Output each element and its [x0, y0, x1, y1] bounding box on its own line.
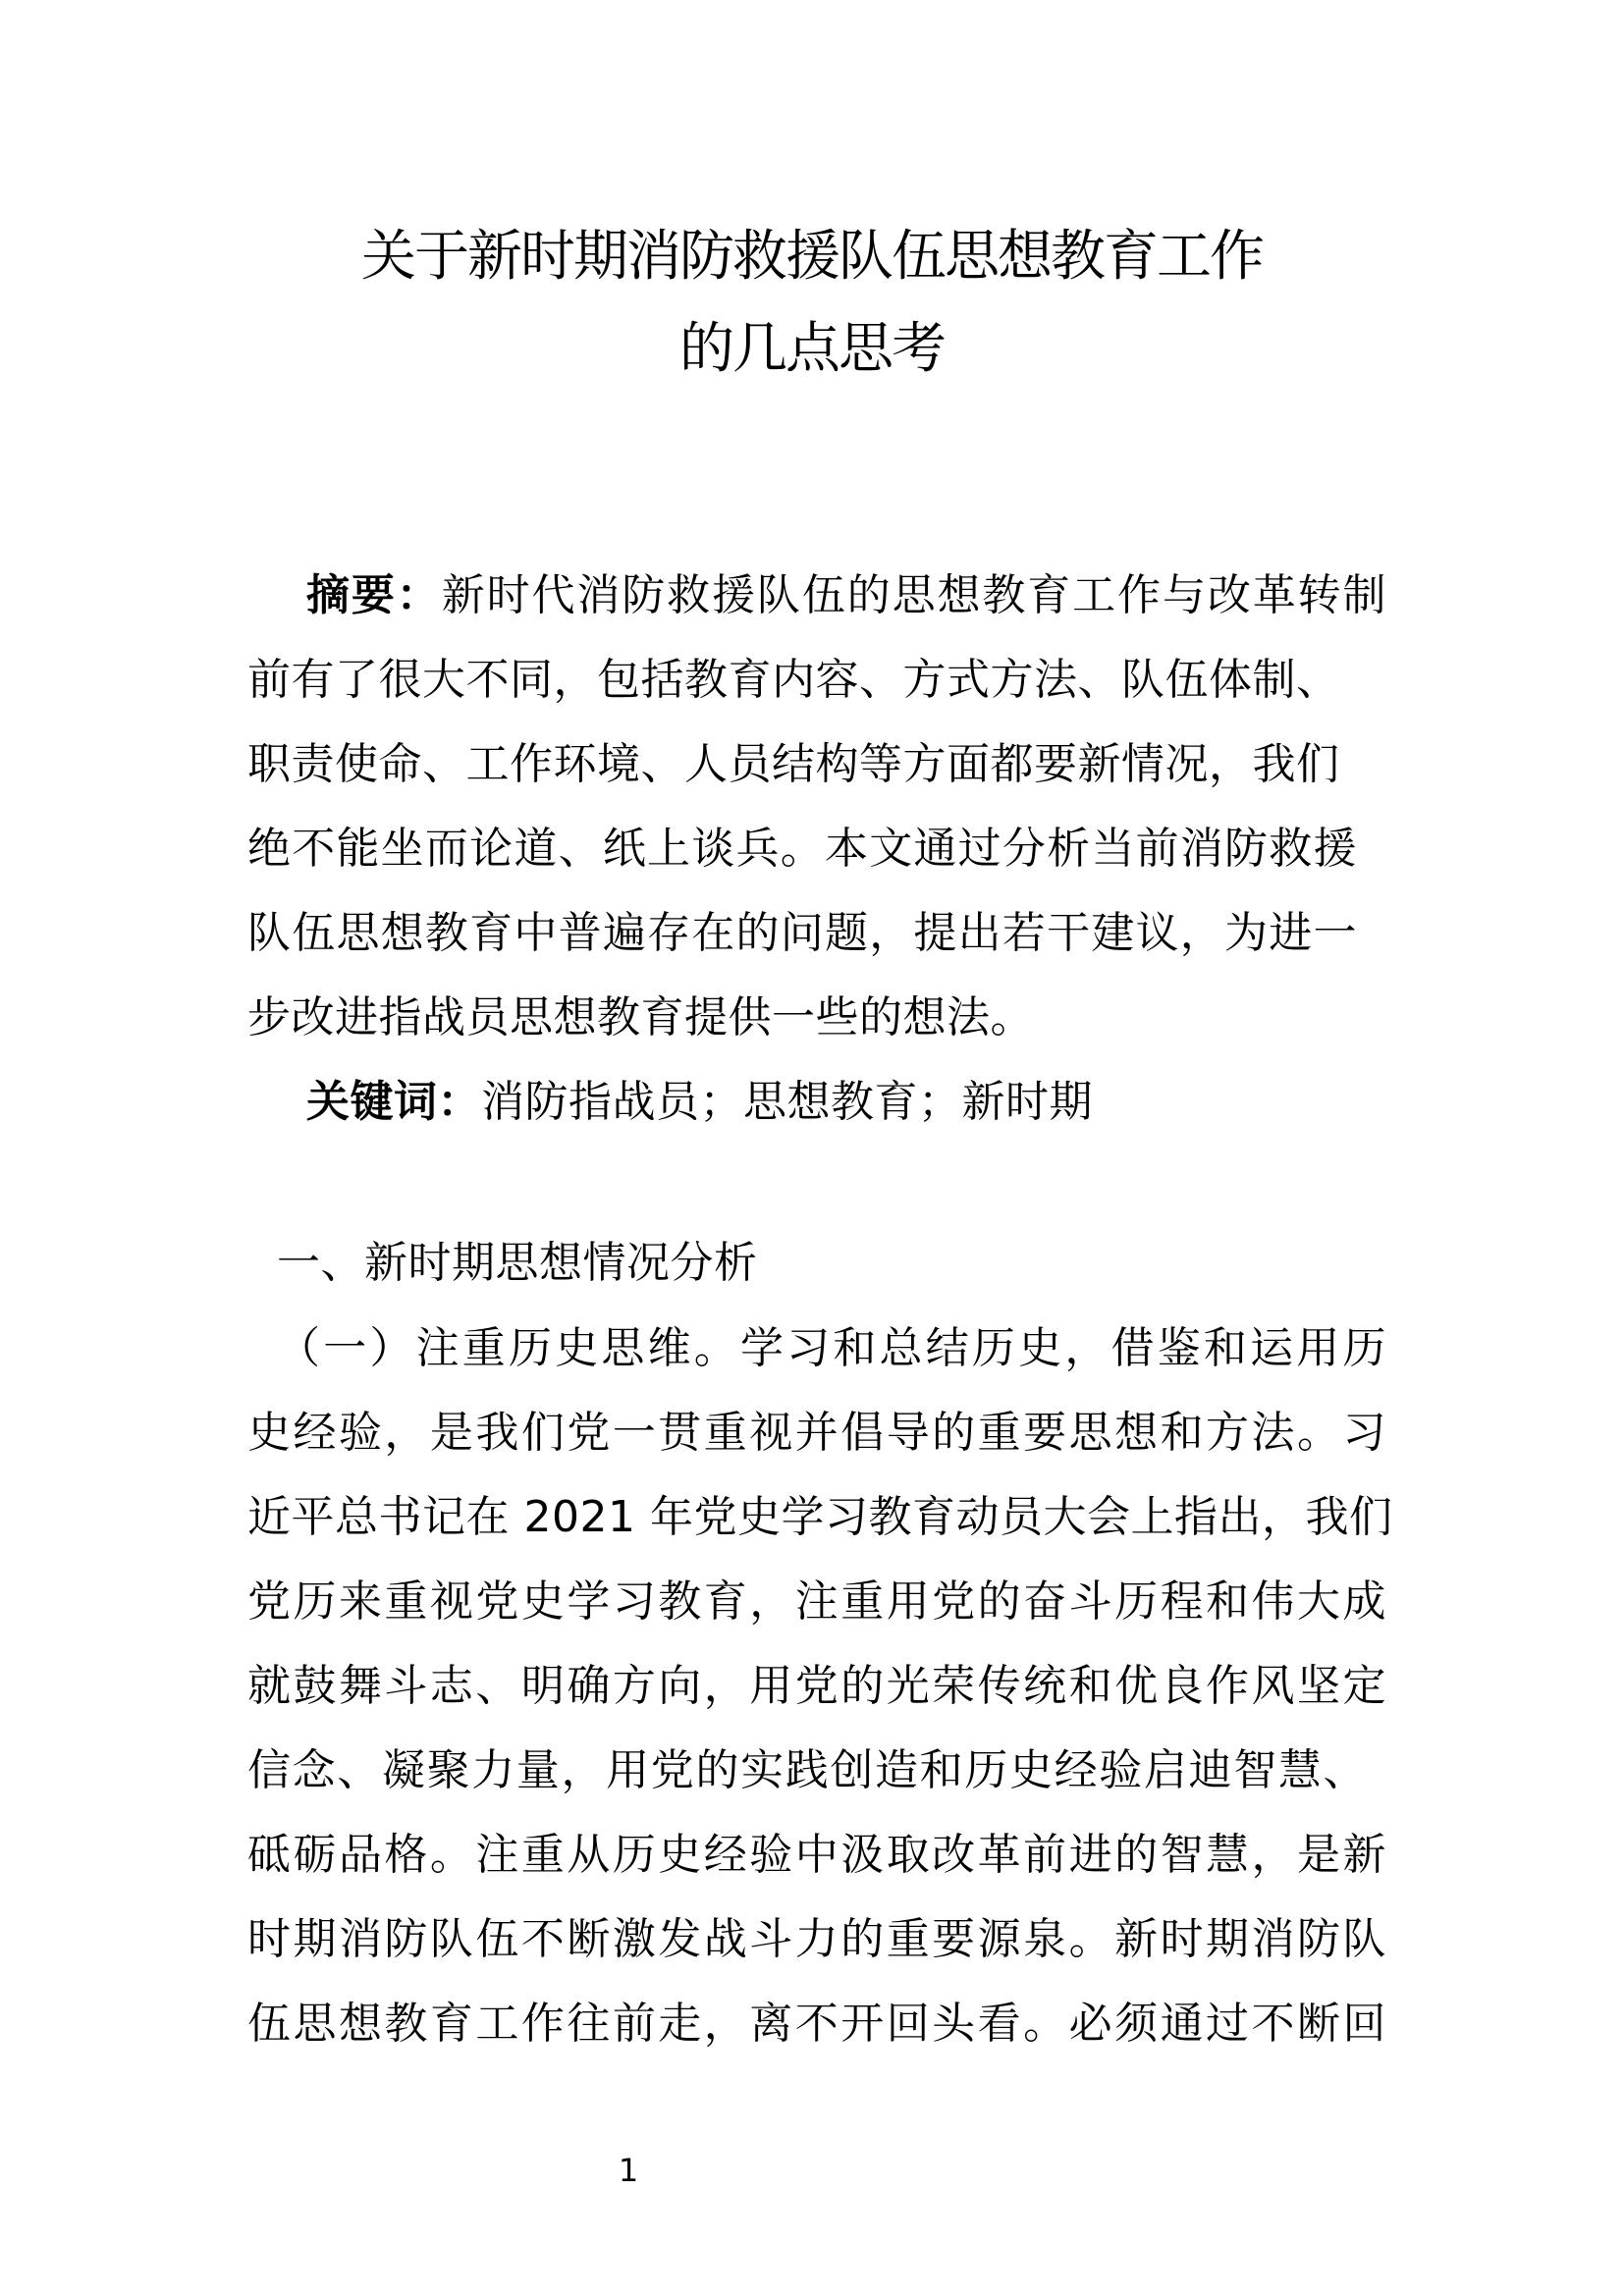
paragraph-line-9: 伍思想教育工作往前走，离不开回头看。必须通过不断回: [247, 1999, 1386, 2049]
paragraph-line-2: 史经验，是我们党一贯重视并倡导的重要思想和方法。习: [247, 1408, 1386, 1458]
page-number: 1: [618, 2152, 639, 2189]
paragraph-line-4: 党历来重视党史学习教育，注重用党的奋斗历程和伟大成: [247, 1576, 1386, 1627]
abstract-line-6: 步改进指战员思想教育提供一些的想法。: [247, 992, 1034, 1042]
abstract-text: 新时代消防救援队伍的思想教育工作与改革转制: [441, 570, 1387, 620]
abstract-line-5: 队伍思想教育中普遍存在的问题，提出若干建议，为进一: [247, 908, 1357, 958]
document-title-line-1: 关于新时期消防救援队伍思想教育工作: [361, 225, 1263, 289]
section-1-heading: 一、新时期思想情况分析: [277, 1238, 758, 1288]
paragraph-line-8: 时期消防队伍不断激发战斗力的重要源泉。新时期消防队: [247, 1914, 1386, 1964]
paragraph-line-7: 砥砺品格。注重从历史经验中汲取改革前进的智慧，是新: [247, 1830, 1386, 1880]
paragraph-line-6: 信念、凝聚力量，用党的实践创造和历史经验启迪智慧、: [247, 1745, 1367, 1795]
keywords-line: [306, 1077, 1093, 1127]
abstract-line-4: 绝不能坐而论道、纸上谈兵。本文通过分析当前消防救援: [247, 824, 1357, 874]
document-title-line-2: 的几点思考: [679, 317, 945, 381]
keywords-label: 关键词：: [306, 1077, 481, 1127]
abstract-label: 摘要：: [306, 570, 442, 620]
paragraph-line-5: 就鼓舞斗志、明确方向，用党的光荣传统和优良作风坚定: [247, 1661, 1386, 1711]
abstract-line-2: 前有了很大不同，包括教育内容、方式方法、队伍体制、: [247, 655, 1340, 705]
abstract-line-1: [306, 570, 1387, 620]
paragraph-line-3: 近平总书记在 2021 年党史学习教育动员大会上指出，我们: [247, 1492, 1393, 1542]
keywords-text: 消防指战员；思想教育；新时期: [481, 1077, 1093, 1127]
abstract-line-3: 职责使命、工作环境、人员结构等方面都要新情况，我们: [247, 739, 1340, 789]
paragraph-line-1: （一）注重历史思维。学习和总结历史，借鉴和运用历: [277, 1323, 1386, 1373]
